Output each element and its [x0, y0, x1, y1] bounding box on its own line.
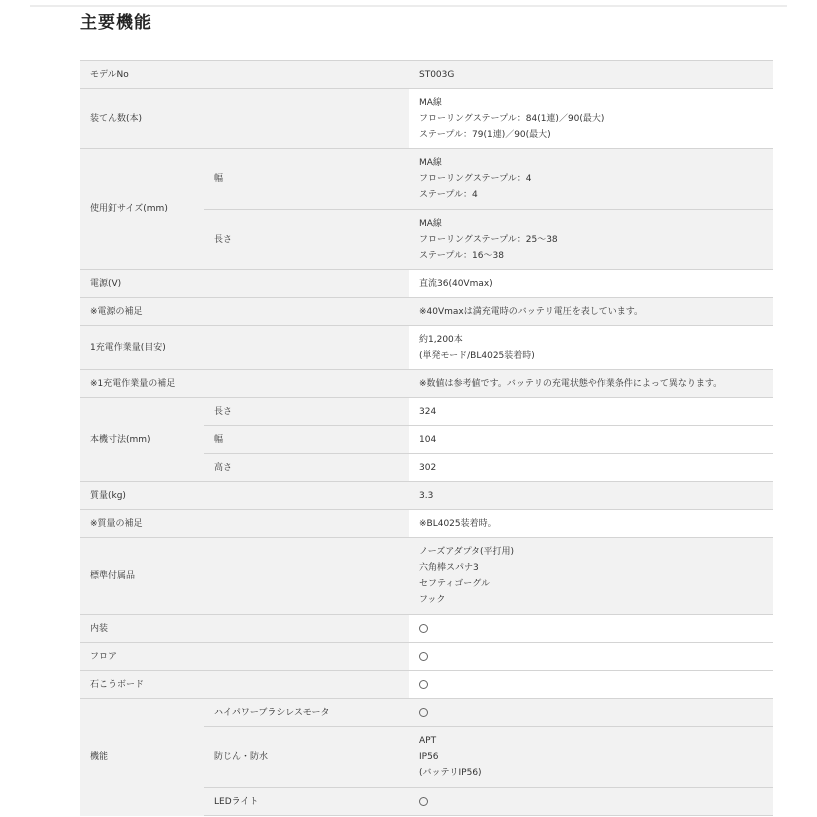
row-value: 直流36(40Vmax) — [409, 270, 773, 298]
table-row — [80, 538, 773, 615]
row-value — [409, 788, 773, 816]
row-value: 324 — [409, 398, 773, 426]
row-value — [409, 643, 773, 671]
row-label: 標準付属品 — [80, 538, 409, 615]
row-value: 3.3 — [409, 482, 773, 510]
row-value — [409, 538, 773, 615]
sub-label: 長さ — [204, 398, 409, 426]
circle-mark-icon — [419, 652, 428, 661]
circle-mark-icon — [419, 708, 428, 717]
sub-label: 長さ — [204, 210, 409, 270]
sub-label: 幅 — [204, 426, 409, 454]
table-row — [80, 270, 773, 298]
table-row — [80, 61, 773, 89]
table-row — [80, 671, 773, 699]
value-line: セフティゴーグル — [419, 579, 491, 589]
value-line: 約1,200本 — [419, 334, 463, 345]
row-value — [409, 326, 773, 370]
row-value: 302 — [409, 454, 773, 482]
circle-mark-icon — [419, 680, 428, 689]
value-line: フローリングステープル：84(1連)／90(最大) — [419, 113, 605, 124]
row-label: ※電源の補足 — [80, 298, 409, 326]
sub-label: 幅 — [204, 149, 409, 210]
row-value — [409, 615, 773, 643]
value-line: (単発モード/BL4025装着時) — [419, 350, 535, 361]
table-row — [80, 149, 773, 210]
row-label: ※1充電作業量の補足 — [80, 370, 409, 398]
value-line: フック — [419, 595, 446, 605]
table-row — [80, 615, 773, 643]
table-row — [80, 89, 773, 149]
spec-table — [80, 60, 773, 816]
page-title: 主要機能 — [80, 13, 152, 33]
table-row — [80, 398, 773, 426]
value-line: (バッテリIP56) — [419, 768, 482, 778]
row-label: 質量(kg) — [80, 482, 409, 510]
row-value: ※40Vmaxは満充電時のバッテリ電圧を表しています。 — [409, 298, 773, 326]
sub-label: LEDライト — [204, 788, 409, 816]
row-label: モデルNo — [80, 61, 409, 89]
row-value: ※BL4025装着時。 — [409, 510, 773, 538]
value-line: フローリングステープル：25～38 — [419, 234, 558, 245]
row-label: 1充電作業量(目安) — [80, 326, 409, 370]
row-value — [409, 210, 773, 270]
value-line: MA線 — [419, 97, 442, 108]
value-line: IP56 — [419, 752, 439, 762]
table-row — [80, 482, 773, 510]
sub-label: 防じん・防水 — [204, 727, 409, 788]
table-row — [80, 326, 773, 370]
value-line: ステープル：79(1連)／90(最大) — [419, 129, 551, 140]
row-label: 機能 — [80, 699, 204, 816]
table-row — [80, 370, 773, 398]
value-line: 六角棒スパナ3 — [419, 563, 479, 573]
row-value — [409, 149, 773, 210]
row-value — [409, 699, 773, 727]
value-line: ステープル：16～38 — [419, 250, 504, 261]
row-label: フロア — [80, 643, 409, 671]
value-line: MA線 — [419, 158, 442, 168]
value-line: フローリングステープル：4 — [419, 174, 532, 184]
sub-label: ハイパワーブラシレスモータ — [204, 699, 409, 727]
row-label: 装てん数(本) — [80, 89, 409, 149]
value-line: APT — [419, 736, 437, 746]
row-value — [409, 671, 773, 699]
value-line: ノーズアダプタ(平打用) — [419, 547, 515, 557]
table-row — [80, 643, 773, 671]
circle-mark-icon — [419, 797, 428, 806]
table-row — [80, 298, 773, 326]
row-label: ※質量の補足 — [80, 510, 409, 538]
row-value — [409, 89, 773, 149]
row-value: ST003G — [409, 61, 773, 89]
circle-mark-icon — [419, 624, 428, 633]
row-label: 内装 — [80, 615, 409, 643]
row-value: 104 — [409, 426, 773, 454]
row-label: 本機寸法(mm) — [80, 398, 204, 482]
row-value — [409, 727, 773, 788]
row-label: 石こうボード — [80, 671, 409, 699]
table-row — [80, 699, 773, 727]
row-label: 電源(V) — [80, 270, 409, 298]
value-line: MA線 — [419, 218, 442, 229]
row-value: ※数値は参考値です。バッテリの充電状態や作業条件によって異なります。 — [409, 370, 773, 398]
row-label: 使用釘サイズ(mm) — [80, 149, 204, 270]
value-line: ステープル：4 — [419, 190, 478, 200]
table-row — [80, 510, 773, 538]
sub-label: 高さ — [204, 454, 409, 482]
top-divider — [30, 5, 787, 7]
